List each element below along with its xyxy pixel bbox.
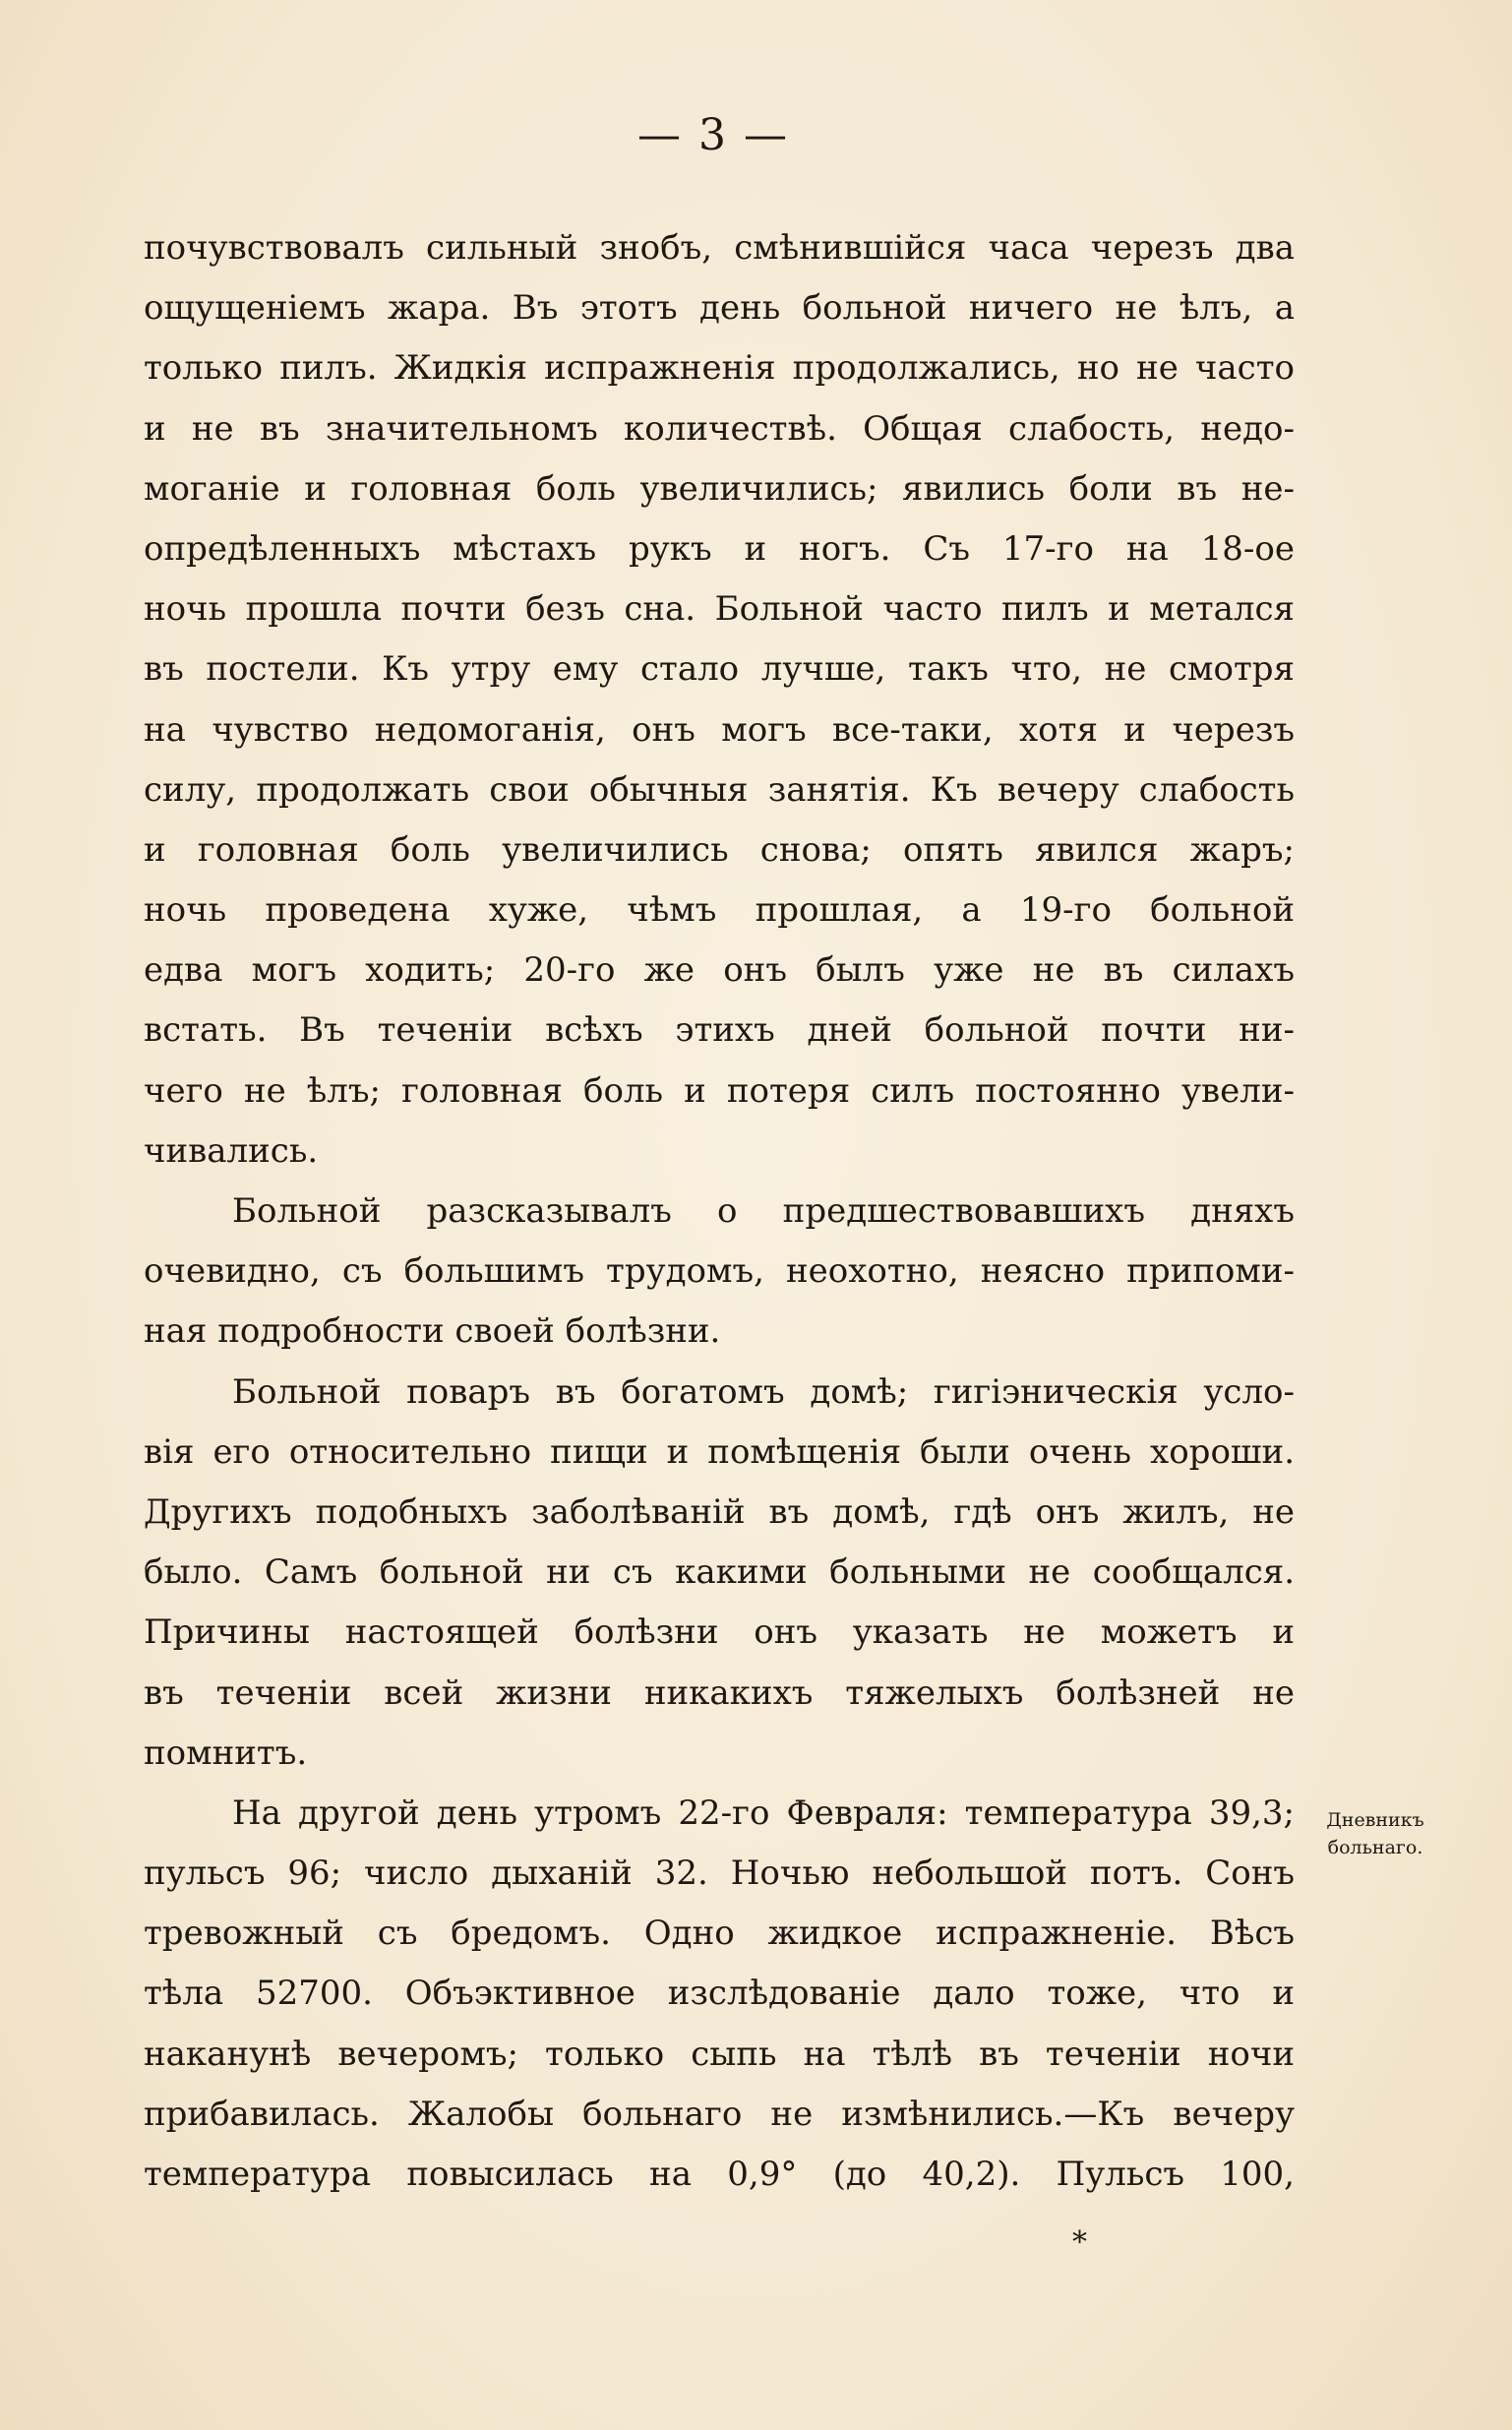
text-line: силу, продолжать свои обычныя занятія. Къ вечеру слабость (144, 769, 1295, 810)
margin-note-line: Дневникъ (1326, 1809, 1424, 1831)
text-line: едва могъ ходить; 20-го же онъ былъ уже не въ силахъ (144, 950, 1295, 991)
signature-mark: * (1072, 2225, 1087, 2260)
text-line: Больной поваръ въ богатомъ домѣ; гигіэническія усло- (232, 1371, 1295, 1412)
text-line: и не въ значительномъ количествѣ. Общая слабость, недо- (144, 408, 1295, 449)
text-line: наканунѣ вечеромъ; только сыпь на тѣлѣ въ теченіи ночи (144, 2034, 1295, 2074)
text-line: почувствовалъ сильный знобъ, смѣнившійся часа черезъ два (144, 228, 1295, 268)
text-line: на чувство недомоганія, онъ могъ все-таки, хотя и черезъ (144, 709, 1295, 750)
text-line: прибавилась. Жалобы больнаго не измѣнились.—Къ вечеру (144, 2094, 1295, 2134)
text-line: ощущеніемъ жара. Въ этотъ день больной ничего не ѣлъ, а (144, 288, 1295, 329)
text-line: чего не ѣлъ; головная боль и потеря силъ постоянно увели- (144, 1070, 1295, 1111)
body-text (144, 218, 1295, 2205)
text-line: тѣла 52700. Объэктивное изслѣдованіе дало тоже, что и (144, 1974, 1295, 2014)
text-line: и головная боль увеличились снова; опять явился жаръ; (144, 829, 1295, 870)
text-line: было. Самъ больной ни съ какими больными не сообщался. (144, 1552, 1295, 1593)
margin-note-line: больнаго. (1327, 1837, 1423, 1858)
text-line: Причины настоящей болѣзни онъ указать не можетъ и (144, 1612, 1295, 1653)
text-line: встать. Въ теченіи всѣхъ этихъ дней больной почти ни- (144, 1010, 1295, 1051)
text-line: ночь прошла почти безъ сна. Больной часто пилъ и метался (144, 589, 1295, 630)
margin-note (1316, 1806, 1434, 1861)
text-line: ночь проведена хуже, чѣмъ прошлая, а 19-го больной (144, 890, 1295, 931)
text-line: температура повысилась на 0,9° (до 40,2). Пульсъ 100, (144, 2155, 1295, 2194)
page-number: — 3 — (637, 110, 789, 160)
text-line: На другой день утромъ 22-го Февраля: температура 39,3; (232, 1792, 1295, 1833)
text-line: опредѣленныхъ мѣстахъ рукъ и ногъ. Съ 17-го на 18-ое (144, 528, 1295, 569)
text-line: только пилъ. Жидкія испражненія продолжались, но не часто (144, 348, 1295, 389)
text-line: въ постели. Къ утру ему стало лучше, такъ что, не смотря (144, 649, 1295, 690)
text-line: помнитъ. (144, 1732, 308, 1773)
text-line: ная подробности своей болѣзни. (144, 1311, 721, 1352)
text-line: тревожный съ бредомъ. Одно жидкое испражненіе. Вѣсъ (144, 1914, 1295, 1954)
text-line: пульсъ 96; число дыханій 32. Ночью небольшой потъ. Сонъ (144, 1853, 1295, 1894)
text-line: вія его относительно пищи и помѣщенія были очень хороши. (144, 1431, 1295, 1472)
text-line: въ теченіи всей жизни никакихъ тяжелыхъ болѣзней не (144, 1672, 1295, 1713)
text-line: чивались. (144, 1130, 319, 1171)
text-line: очевидно, съ большимъ трудомъ, неохотно, неясно припоми- (144, 1251, 1295, 1292)
text-line: моганіе и головная боль увеличились; явились боли въ не- (144, 468, 1295, 509)
text-line: Другихъ подобныхъ заболѣваній въ домѣ, гдѣ онъ жилъ, не (144, 1491, 1295, 1532)
text-line: Больной разсказывалъ о предшествовавшихъ дняхъ (232, 1191, 1295, 1231)
